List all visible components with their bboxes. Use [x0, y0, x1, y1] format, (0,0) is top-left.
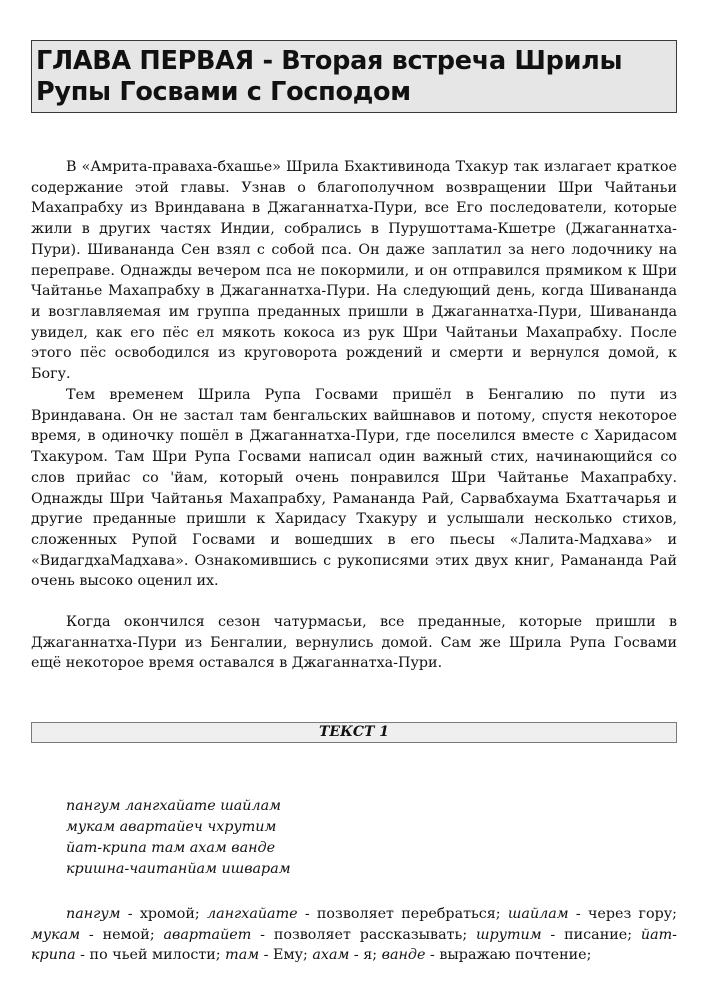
synonym-meaning: - писание;: [541, 926, 641, 943]
chapter-title: ГЛАВА ПЕРВАЯ - Вторая встреча Шрилы Рупы Госвами с Господом: [36, 46, 623, 107]
synonym-term: мукам: [31, 926, 81, 943]
synonym-meaning: - Ему;: [259, 947, 313, 964]
verse-line: мукам авартайеч чхрутим: [66, 819, 277, 835]
verse-line: йат-крипа там ахам ванде: [66, 840, 276, 856]
text-section-heading: ТЕКСТ 1: [31, 722, 677, 743]
summary-paragraph: Тем временем Шрила Рупа Госвами пришёл в Бенгалию по пути из Вриндавана. Он не застал там бенгальских вайшнавов и потому, спустя некоторое время, в одиночку пошёл в Джаганнатха-Пури, где поселился вместе с Харидасом Тхакуром. Там Шри Рупа Госвами написал один важный стих, начинающийся со слов прийаc со 'йам, который очень понравился Шри Чайтанье Махапрабху. Однажды Шри Чайтанья Махапрабху, Рамананда Рай, Сарвабхаума Бхаттачарья и другие преданные пришли к Харидасу Тхакуру и услышали несколько стихов, сложенных Рупой Госвами и вошедших в его пьесы «Лалита-Мадхава» и «ВидагдхаМадхава». Ознакомившись с рукописями этих двух книг, Рамананда Рай очень высоко оценил их.: [31, 387, 677, 590]
synonym-meaning: - выражаю почтение;: [425, 947, 592, 964]
synonym-meaning: - через гору;: [568, 906, 677, 922]
synonym-term: пангум: [66, 906, 121, 922]
synonym-term: там: [225, 947, 260, 964]
summary-paragraph: В «Амрита-праваха-бхашье» Шрила Бхактивинода Тхакур так излагает краткое содержание этой главы. Узнав о благополучном возвращении Шри Чайтаньи Махапрабху из Вриндавана в Джаганнатха-Пури, все Его последователи, которые жили в других частях Индии, собрались в Пурушоттама-Кшетре (Джаганнатха-Пури). Шивананда Сен взял с собой пса. Он даже заплатил за него лодочнику на переправе. Однажды вечером пса не покормили, и он отправился прямиком к Шри Чайтанье Махапрабху в Джаганнатха-Пури. На следующий день, когда Шивананда и возглавляемая им группа преданных пришли в Джаганнатха-Пури, Шивананда увидел, как его пёс ел мякоть кокоса из рук Шри Чайтаньи Махапрабху. После этого пёс освободился из круговорота рождений и смерти и вернулся домой, к Богу.: [31, 159, 677, 383]
synonym-meaning: - немой;: [80, 926, 164, 943]
summary-paragraph: Когда окончился сезон чатурмасьи, все преданные, которые пришли в Джаганнатха-Пури из Бенгалии, вернулись домой. Сам же Шрила Рупа Госвами ещё некоторое время оставался в Джаганнатха-Пури.: [31, 614, 677, 672]
verse-line: кришна-чаитанйам ишварам: [66, 861, 291, 877]
synonym-term: шрутим: [475, 926, 542, 943]
chapter-title-box: [31, 40, 677, 113]
synonym-meaning: - хромой;: [120, 906, 207, 922]
verse: [66, 796, 291, 880]
synonym-term: лангхайате: [206, 906, 298, 922]
synonym-term: ванде: [381, 947, 426, 964]
synonym-term: авартайет: [163, 926, 252, 943]
synonym-meaning: - я;: [349, 947, 382, 964]
synonym-term: ахам: [312, 947, 350, 964]
synonym-term: шайлам: [507, 906, 569, 922]
word-for-word-synonyms: [31, 904, 677, 966]
synonym-meaning: - по чьей милости;: [75, 947, 226, 964]
synonym-meaning: - позволяет перебраться;: [297, 906, 508, 922]
synonym-meaning: - позволяет рассказывать;: [251, 926, 476, 943]
synonym-term: йат-крипа: [31, 926, 677, 964]
verse-line: пангум лангхайате шайлам: [66, 798, 281, 814]
